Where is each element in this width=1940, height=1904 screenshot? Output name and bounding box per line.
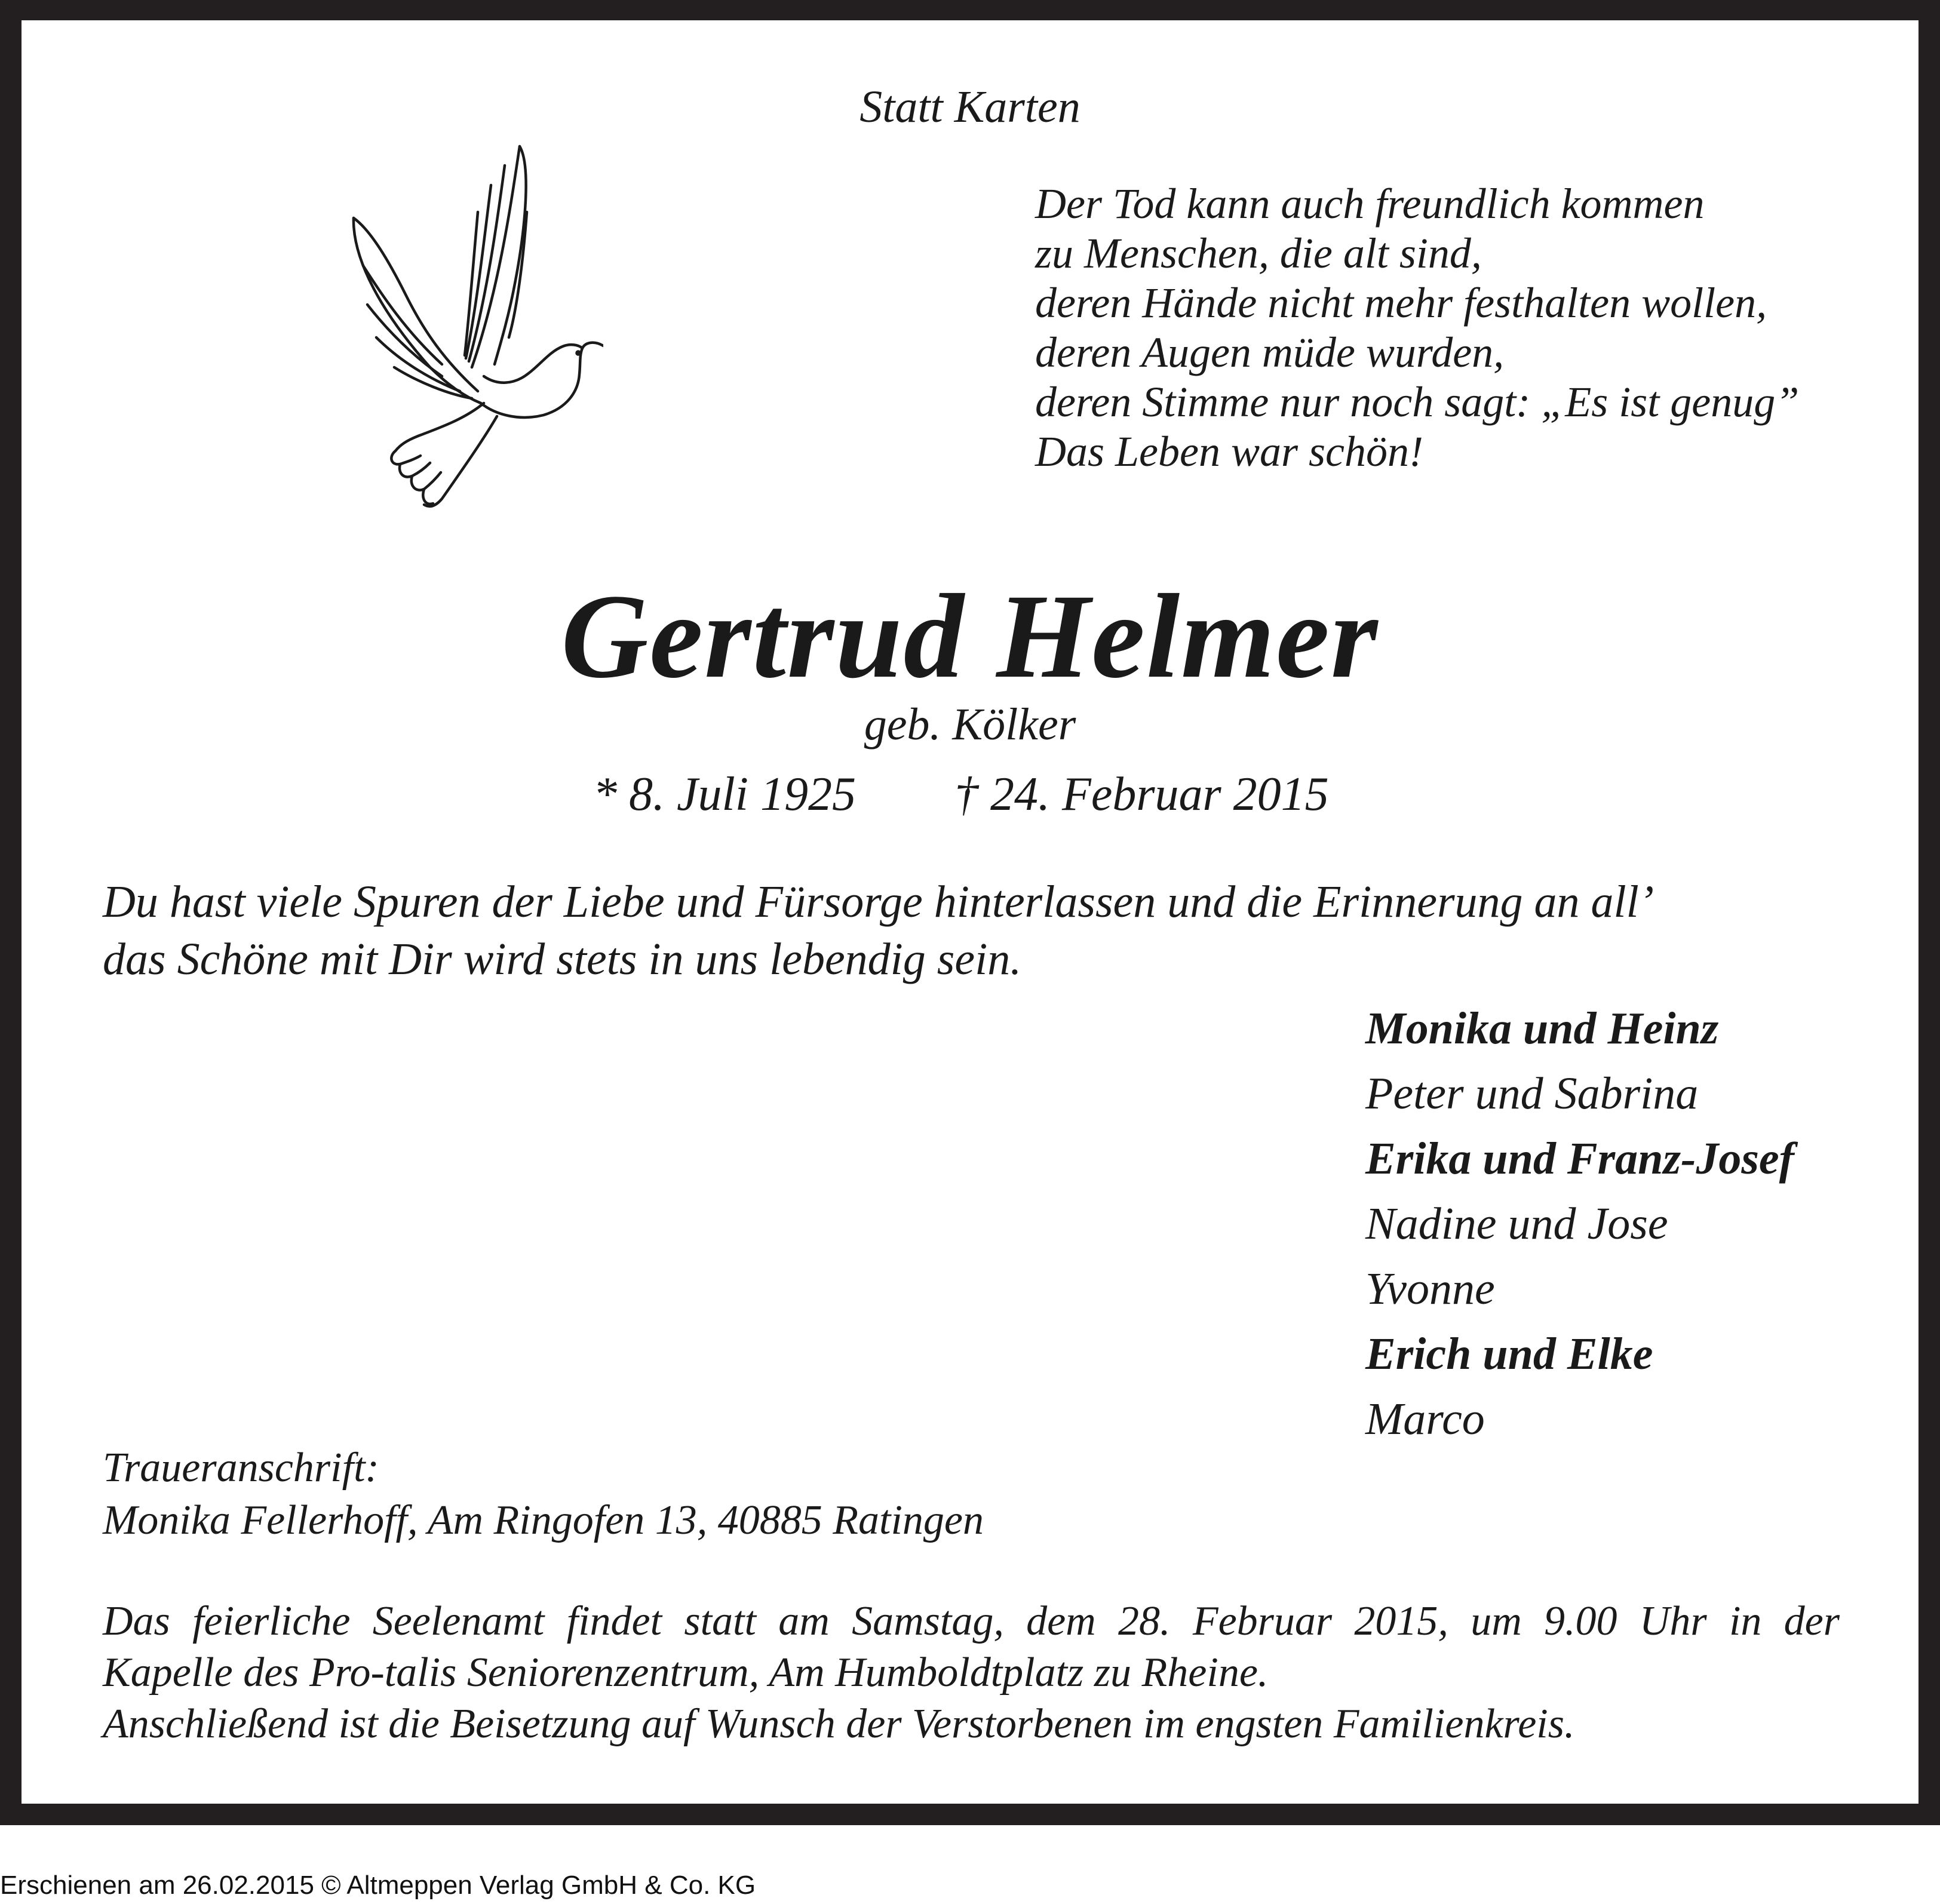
dove-icon (340, 140, 603, 523)
family-member: Peter und Sabrina (1365, 1068, 1699, 1119)
poem (1035, 179, 1799, 477)
family-list (1365, 996, 1794, 1452)
service-info (103, 1596, 1840, 1750)
tribute-text (103, 873, 1654, 988)
poem-line: Das Leben war schön! (1035, 428, 1423, 475)
family-member: Nadine und Jose (1365, 1199, 1668, 1249)
family-member: Erich und Elke (1365, 1329, 1653, 1379)
poem-line: deren Stimme nur noch sagt: „Es ist genug” (1035, 378, 1800, 426)
service-line: Anschließend ist die Beisetzung auf Wunsch der Verstorbenen im engsten Familienkreis. (103, 1701, 1575, 1747)
maiden-name: geb. Kölker (864, 699, 1076, 750)
family-member: Yvonne (1365, 1264, 1495, 1314)
death-date: † 24. Februar 2015 (954, 768, 1329, 821)
birth-date: * 8. Juli 1925 (593, 768, 856, 821)
address-label: Traueranschrift: (103, 1445, 379, 1491)
mourning-address (103, 1442, 984, 1547)
tribute-line: das Schöne mit Dir wird stets in uns lebendig sein. (103, 934, 1022, 984)
publication-footer: Erschienen am 26.02.2015 © Altmeppen Verlag GmbH & Co. KG (0, 1871, 756, 1900)
poem-line: deren Hände nicht mehr festhalten wollen, (1035, 279, 1767, 327)
poem-line: Der Tod kann auch freundlich kommen (1035, 180, 1705, 228)
family-member: Erika und Franz-Josef (1365, 1134, 1794, 1184)
header-statt-karten: Statt Karten (860, 82, 1080, 132)
family-member: Marco (1365, 1394, 1485, 1444)
service-line: Kapelle des Pro-talis Seniorenzentrum, Am Humboldtplatz zu Rheine. (103, 1650, 1269, 1696)
family-member: Monika und Heinz (1365, 1003, 1719, 1054)
service-line: Das feierliche Seelenamt findet statt am Samstag, dem 28. Februar 2015, um 9.00 Uhr in der (103, 1598, 1840, 1644)
poem-line: deren Augen müde wurden, (1035, 328, 1505, 376)
poem-line: zu Menschen, die alt sind, (1035, 229, 1482, 277)
address-value: Monika Fellerhoff, Am Ringofen 13, 40885 Ratingen (103, 1497, 984, 1543)
tribute-line: Du hast viele Spuren der Liebe und Fürsorge hinterlassen und die Erinnerung an all’ (103, 877, 1654, 927)
deceased-name: Gertrud Helmer (561, 569, 1379, 703)
